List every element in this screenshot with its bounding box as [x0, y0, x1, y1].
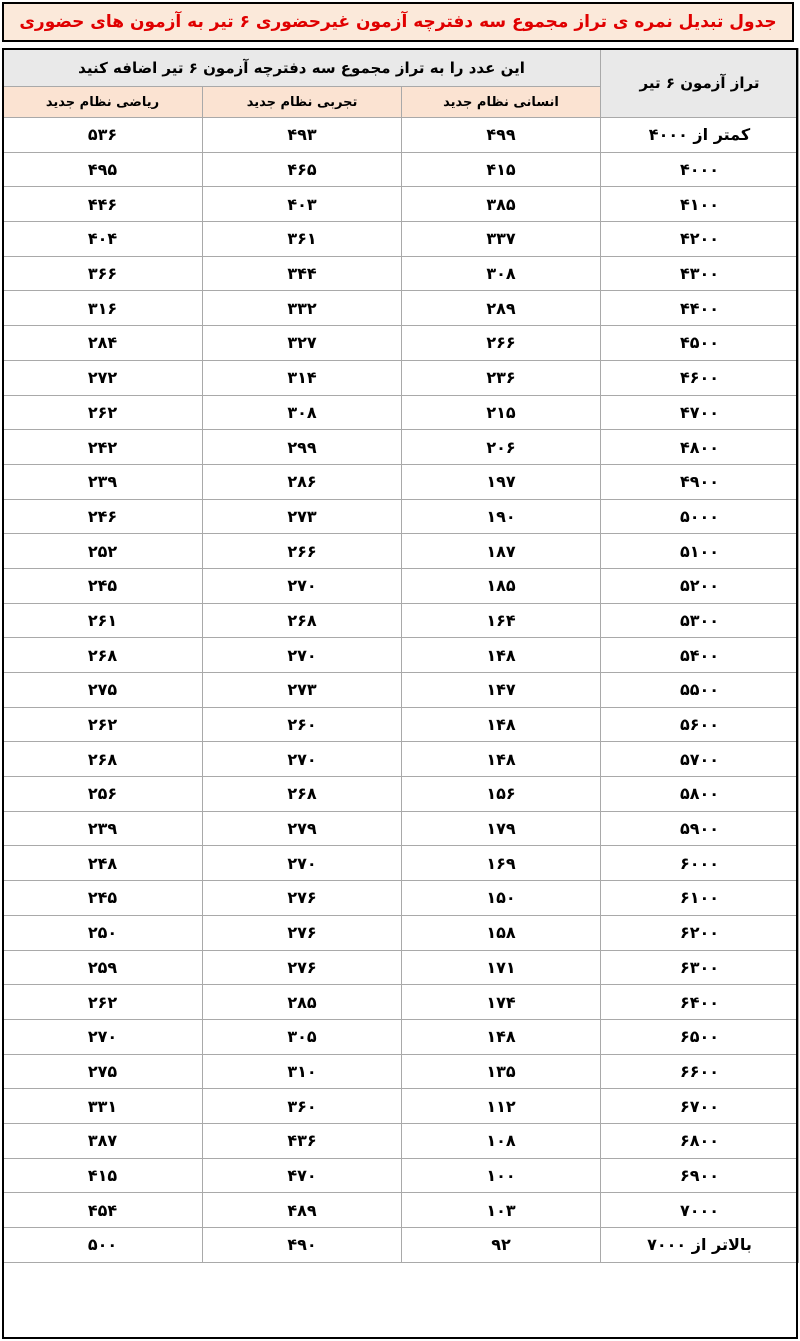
level-cell: ۴۷۰۰: [601, 395, 799, 430]
level-cell: ۴۰۰۰: [601, 152, 799, 187]
table-row: [3, 1158, 799, 1193]
tajrobi-cell: ۲۷۰: [203, 846, 402, 881]
tajrobi-cell: ۲۸۶: [203, 464, 402, 499]
ensani-cell: ۲۱۵: [402, 395, 601, 430]
table-row: [3, 811, 799, 846]
ensani-cell: ۱۴۸: [402, 1019, 601, 1054]
riazi-cell: ۲۴۶: [3, 499, 203, 534]
table-row: [3, 846, 799, 881]
level-cell: ۴۲۰۰: [601, 222, 799, 257]
riazi-cell: ۳۱۶: [3, 291, 203, 326]
riazi-cell: ۲۳۹: [3, 464, 203, 499]
ensani-cell: ۳۰۸: [402, 256, 601, 291]
table-row: [3, 777, 799, 812]
ensani-cell: ۱۰۳: [402, 1193, 601, 1228]
level-cell: ۶۳۰۰: [601, 950, 799, 985]
level-cell: ۴۸۰۰: [601, 430, 799, 465]
level-cell: ۵۳۰۰: [601, 603, 799, 638]
ensani-cell: ۳۳۷: [402, 222, 601, 257]
riazi-cell: ۲۶۲: [3, 985, 203, 1020]
level-cell: ۶۸۰۰: [601, 1123, 799, 1158]
ensani-cell: ۴۹۹: [402, 118, 601, 153]
level-cell: ۶۰۰۰: [601, 846, 799, 881]
table-row: [3, 118, 799, 153]
ensani-cell: ۱۴۸: [402, 707, 601, 742]
tajrobi-cell: ۳۶۱: [203, 222, 402, 257]
riazi-column-header: ریاضی نظام جدید: [3, 87, 203, 118]
level-cell: ۵۴۰۰: [601, 638, 799, 673]
level-cell: ۵۷۰۰: [601, 742, 799, 777]
tajrobi-cell: ۲۷۶: [203, 915, 402, 950]
riazi-cell: ۳۶۶: [3, 256, 203, 291]
table-row: [3, 222, 799, 257]
riazi-cell: ۵۳۶: [3, 118, 203, 153]
riazi-cell: ۴۴۶: [3, 187, 203, 222]
table-row: [3, 673, 799, 708]
table-row: [3, 291, 799, 326]
tajrobi-cell: ۴۷۰: [203, 1158, 402, 1193]
tajrobi-cell: ۳۶۰: [203, 1089, 402, 1124]
table-row: [3, 985, 799, 1020]
riazi-cell: ۴۱۵: [3, 1158, 203, 1193]
riazi-cell: ۴۵۴: [3, 1193, 203, 1228]
table-title: [2, 2, 794, 42]
level-cell: ۷۰۰۰: [601, 1193, 799, 1228]
tajrobi-column-header: تجربی نظام جدید: [203, 87, 402, 118]
table-row: [3, 360, 799, 395]
ensani-cell: ۱۴۸: [402, 638, 601, 673]
riazi-cell: ۲۸۴: [3, 326, 203, 361]
ensani-cell: ۱۴۸: [402, 742, 601, 777]
table-row: [3, 464, 799, 499]
conversion-table: [2, 48, 799, 1263]
ensani-cell: ۱۵۶: [402, 777, 601, 812]
group-header: این عدد را به تراز مجموع سه دفترچه آزمون ۶ تیر اضافه کنید: [3, 49, 601, 87]
tajrobi-cell: ۴۸۹: [203, 1193, 402, 1228]
ensani-cell: ۲۶۶: [402, 326, 601, 361]
riazi-cell: ۲۶۲: [3, 395, 203, 430]
tajrobi-cell: ۲۹۹: [203, 430, 402, 465]
riazi-cell: ۲۴۲: [3, 430, 203, 465]
table-row: [3, 430, 799, 465]
level-cell: ۶۹۰۰: [601, 1158, 799, 1193]
level-cell: بالاتر از ۷۰۰۰: [601, 1228, 799, 1263]
table-row: [3, 638, 799, 673]
riazi-cell: ۲۷۲: [3, 360, 203, 395]
table-row: [3, 1054, 799, 1089]
level-cell: ۴۶۰۰: [601, 360, 799, 395]
level-cell: ۵۹۰۰: [601, 811, 799, 846]
ensani-cell: ۱۴۷: [402, 673, 601, 708]
tajrobi-cell: ۲۷۶: [203, 950, 402, 985]
table-row: [3, 1123, 799, 1158]
tajrobi-cell: ۴۹۰: [203, 1228, 402, 1263]
ensani-cell: ۹۲: [402, 1228, 601, 1263]
tajrobi-cell: ۳۳۲: [203, 291, 402, 326]
level-cell: ۵۸۰۰: [601, 777, 799, 812]
ensani-cell: ۴۱۵: [402, 152, 601, 187]
level-cell: ۴۹۰۰: [601, 464, 799, 499]
table-title-text: جدول تبدیل نمره ی تراز مجموع سه دفترچه آزمون غیرحضوری ۶ تیر به آزمون های حضوری: [19, 12, 777, 32]
riazi-cell: ۲۵۲: [3, 534, 203, 569]
tajrobi-cell: ۳۱۴: [203, 360, 402, 395]
ensani-cell: ۱۵۸: [402, 915, 601, 950]
tajrobi-cell: ۲۷۹: [203, 811, 402, 846]
table-row: [3, 742, 799, 777]
level-cell: ۵۰۰۰: [601, 499, 799, 534]
table-row: [3, 568, 799, 603]
table-row: [3, 152, 799, 187]
table-row: [3, 707, 799, 742]
table-row: [3, 499, 799, 534]
ensani-cell: ۱۹۰: [402, 499, 601, 534]
ensani-cell: ۲۸۹: [402, 291, 601, 326]
table-row: [3, 1228, 799, 1263]
riazi-cell: ۳۸۷: [3, 1123, 203, 1158]
riazi-cell: ۲۳۹: [3, 811, 203, 846]
tajrobi-cell: ۲۷۰: [203, 638, 402, 673]
riazi-cell: ۲۶۸: [3, 638, 203, 673]
table-row: [3, 1089, 799, 1124]
level-cell: ۵۲۰۰: [601, 568, 799, 603]
table-row: [3, 1019, 799, 1054]
tajrobi-cell: ۳۴۴: [203, 256, 402, 291]
tajrobi-cell: ۲۷۰: [203, 742, 402, 777]
table-row: [3, 326, 799, 361]
riazi-cell: ۲۴۸: [3, 846, 203, 881]
riazi-cell: ۵۰۰: [3, 1228, 203, 1263]
table-row: [3, 534, 799, 569]
ensani-cell: ۱۰۰: [402, 1158, 601, 1193]
level-cell: ۴۵۰۰: [601, 326, 799, 361]
tajrobi-cell: ۲۶۰: [203, 707, 402, 742]
ensani-cell: ۱۷۱: [402, 950, 601, 985]
riazi-cell: ۴۰۴: [3, 222, 203, 257]
table-row: [3, 881, 799, 916]
riazi-cell: ۳۳۱: [3, 1089, 203, 1124]
level-cell: ۵۵۰۰: [601, 673, 799, 708]
tajrobi-cell: ۲۶۶: [203, 534, 402, 569]
level-cell: ۴۴۰۰: [601, 291, 799, 326]
ensani-column-header: انسانی نظام جدید: [402, 87, 601, 118]
tajrobi-cell: ۴۶۵: [203, 152, 402, 187]
table-row: [3, 1193, 799, 1228]
ensani-cell: ۱۹۷: [402, 464, 601, 499]
tajrobi-cell: ۳۱۰: [203, 1054, 402, 1089]
ensani-cell: ۱۰۸: [402, 1123, 601, 1158]
level-cell: ۵۶۰۰: [601, 707, 799, 742]
tajrobi-cell: ۲۷۳: [203, 499, 402, 534]
ensani-cell: ۱۸۷: [402, 534, 601, 569]
level-cell: ۴۳۰۰: [601, 256, 799, 291]
level-cell: ۶۶۰۰: [601, 1054, 799, 1089]
tajrobi-cell: ۳۲۷: [203, 326, 402, 361]
level-cell: ۶۴۰۰: [601, 985, 799, 1020]
riazi-cell: ۲۴۵: [3, 881, 203, 916]
level-cell: ۶۵۰۰: [601, 1019, 799, 1054]
riazi-cell: ۲۶۱: [3, 603, 203, 638]
table-row: [3, 603, 799, 638]
tajrobi-cell: ۲۶۸: [203, 603, 402, 638]
table-row: [3, 950, 799, 985]
ensani-cell: ۲۰۶: [402, 430, 601, 465]
tajrobi-cell: ۴۳۶: [203, 1123, 402, 1158]
tajrobi-cell: ۴۹۳: [203, 118, 402, 153]
level-cell: ۶۲۰۰: [601, 915, 799, 950]
riazi-cell: ۲۷۵: [3, 673, 203, 708]
tajrobi-cell: ۲۷۶: [203, 881, 402, 916]
level-cell: ۶۷۰۰: [601, 1089, 799, 1124]
ensani-cell: ۲۳۶: [402, 360, 601, 395]
ensani-cell: ۱۱۲: [402, 1089, 601, 1124]
tajrobi-cell: ۲۷۳: [203, 673, 402, 708]
tajrobi-cell: ۳۰۵: [203, 1019, 402, 1054]
table-row: [3, 187, 799, 222]
table-row: [3, 395, 799, 430]
ensani-cell: ۱۶۹: [402, 846, 601, 881]
tajrobi-cell: ۴۰۳: [203, 187, 402, 222]
ensani-cell: ۱۶۴: [402, 603, 601, 638]
riazi-cell: ۲۵۶: [3, 777, 203, 812]
riazi-cell: ۴۹۵: [3, 152, 203, 187]
riazi-cell: ۲۷۰: [3, 1019, 203, 1054]
ensani-cell: ۱۳۵: [402, 1054, 601, 1089]
tajrobi-cell: ۲۶۸: [203, 777, 402, 812]
tajrobi-cell: ۲۸۵: [203, 985, 402, 1020]
ensani-cell: ۳۸۵: [402, 187, 601, 222]
level-cell: ۵۱۰۰: [601, 534, 799, 569]
riazi-cell: ۲۷۵: [3, 1054, 203, 1089]
level-column-header: تراز آزمون ۶ تیر: [601, 49, 799, 118]
table-row: [3, 256, 799, 291]
riazi-cell: ۲۴۵: [3, 568, 203, 603]
riazi-cell: ۲۵۹: [3, 950, 203, 985]
level-cell: ۶۱۰۰: [601, 881, 799, 916]
riazi-cell: ۲۵۰: [3, 915, 203, 950]
ensani-cell: ۱۵۰: [402, 881, 601, 916]
ensani-cell: ۱۸۵: [402, 568, 601, 603]
ensani-cell: ۱۷۹: [402, 811, 601, 846]
level-cell: کمتر از ۴۰۰۰: [601, 118, 799, 153]
riazi-cell: ۲۶۲: [3, 707, 203, 742]
table-row: [3, 915, 799, 950]
tajrobi-cell: ۲۷۰: [203, 568, 402, 603]
table-body: [3, 118, 799, 1263]
ensani-cell: ۱۷۴: [402, 985, 601, 1020]
level-cell: ۴۱۰۰: [601, 187, 799, 222]
tajrobi-cell: ۳۰۸: [203, 395, 402, 430]
riazi-cell: ۲۶۸: [3, 742, 203, 777]
